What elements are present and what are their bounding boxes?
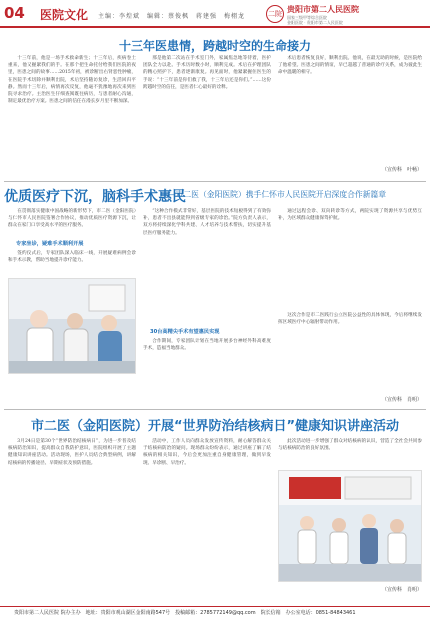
article2-byline: （宣传科 肖明） bbox=[381, 397, 422, 403]
newspaper-masthead bbox=[266, 3, 426, 25]
article2-subhead1: 专家坐诊，疑难手术顺利开展 bbox=[16, 241, 84, 247]
article2-title: 优质医疗下沉，脑科手术惠民 bbox=[4, 189, 186, 205]
masthead-bar bbox=[0, 0, 430, 28]
article2-col3-end: 这次合作是市二医践行公立医院公益性的具体体现，今后将继续发挥区域医疗中心辐射带动作用。 bbox=[278, 313, 422, 326]
article2-intro: 在贯彻落实健康中国战略的新形势下，市二医（金阳医院）与仁怀市人民医院签署合作协议，推动优质医疗资源下沉，让群众在家门口享受高水平的医疗服务。 bbox=[8, 209, 136, 229]
article3-title: 市二医（金阳医院）开展“世界防治结核病日”健康知识讲座活动 bbox=[30, 419, 400, 434]
article3-col1: 3月24日是第30个“世界防治结核病日”，为进一步普及结核病防治知识，提高群众自我防护意识，医院组织开展了主题健康知识讲座活动。活动现场，医护人员结合典型病例，讲解结核病的传播途径、早期症状及预防措施。 bbox=[8, 439, 136, 466]
article3-col2: 活动中，工作人员向群众发放宣传资料，耐心解答群众关于结核病防治的疑问。现场群众纷纷表示，通过讲座了解了结核病的相关知识，今后会更加注重自身健康管理，做到早发现、早诊断、早治疗。 bbox=[143, 439, 271, 466]
article2-col2: “这种合作模式非常好，基层医院的技术短板得到了有效弥补，患者不出县就能得到省级专家的诊治。”院方负责人表示，双方将持续深化学科共建、人才培养与技术帮扶，切实提升基层医疗服务能力。 bbox=[143, 209, 271, 236]
article2-subtitle: ——市二医（金阳医院）携手仁怀市人民医院开启深度合作新篇章 bbox=[160, 190, 387, 199]
article3-col3: 此次活动进一步增强了群众对结核病的认识，营造了全社会共同参与结核病防治的良好氛围。 bbox=[278, 439, 422, 452]
lecture-photo-image bbox=[279, 471, 422, 582]
divider bbox=[4, 181, 426, 182]
surgery-photo bbox=[8, 278, 136, 374]
article3-byline: （宣传科 肖明） bbox=[381, 587, 422, 593]
article1-title: 十三年医患情，跨越时空的生命接力 bbox=[118, 39, 311, 53]
article2-col2-body: 合作期间，专家团队计划在当地开展多台神经外科高难度手术，造福当地群众。 bbox=[143, 339, 271, 352]
divider bbox=[4, 409, 426, 410]
surgery-photo-image bbox=[9, 279, 136, 374]
editors-line: 主编：李煌斌 编辑：蔡俊枫 蒋建强 梅栩龙 bbox=[98, 13, 246, 20]
article2-subhead2: 30台高精尖手术有望惠民实现 bbox=[150, 329, 220, 335]
article2-col1-body: 签约仪式后，专家团队深入临床一线，开展疑难病例会诊和手术示教，帮助当地提升诊疗能力。 bbox=[8, 251, 136, 264]
masthead-sub2: 金阳医院 · 贵阳市第二人民医院 bbox=[287, 19, 343, 25]
page-footer: 贵阳市第二人民医院 院办主办 地址：贵阳市观山湖区金阳南路547号 投稿邮箱：2785772149@qq.com 院长信箱 办公室电话：0851-84843461 bbox=[0, 606, 430, 617]
lecture-photo bbox=[278, 470, 422, 582]
article1-col1: 十三年前，他是一场手术救命新生；十三年后，疾病卷土重来，他又握紧我们的手。在那个把生命托付给我们医院的夜里，医患之间的故事……2015年初，被诊断出右肾恶性肿瘤，在医院手术切除并顺利出院，术后坚持随访复诊，生活回归平静。然而十三年后，病情再次反复，他毫不犹豫地再次来到医院寻求治疗。主治医生仔细查阅既往病历，与患者耐心沟通，制定最优治疗方案。医患之间的信任在漫长岁月里不断加深。 bbox=[8, 56, 136, 105]
page-number: 04 bbox=[4, 4, 25, 22]
article1-byline: （宣传科 叶畅） bbox=[381, 167, 422, 173]
section-name: 医院文化 bbox=[40, 8, 89, 22]
hospital-logo-icon: 二院 bbox=[266, 5, 284, 23]
article1-col2: 那是他第二次站在手术室门外，家属焦急地等待着，医护团队全力以赴。手术历时数小时，顺利完成。术后在护理团队的精心照护下，患者逐渐康复。再见面时，他紧紧握住医生的手说：“十三年前是你们救了我，十三年后还是你们。”……这份跨越时空的信任，是医者仁心最好的诠释。 bbox=[143, 56, 271, 90]
masthead-sub1: 国家三级甲等综合医院 bbox=[287, 14, 327, 20]
article2-col3: 通过远程会诊、双向转诊等方式，两院实现了资源共享与优势互补，为区域群众健康保驾护航。 bbox=[278, 209, 422, 222]
article1-col3: 术后患者恢复良好，顺利出院。他说，在最无助的时候，是医院给了他希望。医患之间的情谊，早已超越了普通的诊疗关系，成为彼此生命中温暖的相守。 bbox=[278, 56, 422, 76]
masthead-title: 贵阳市第二人民医院 bbox=[287, 3, 359, 14]
